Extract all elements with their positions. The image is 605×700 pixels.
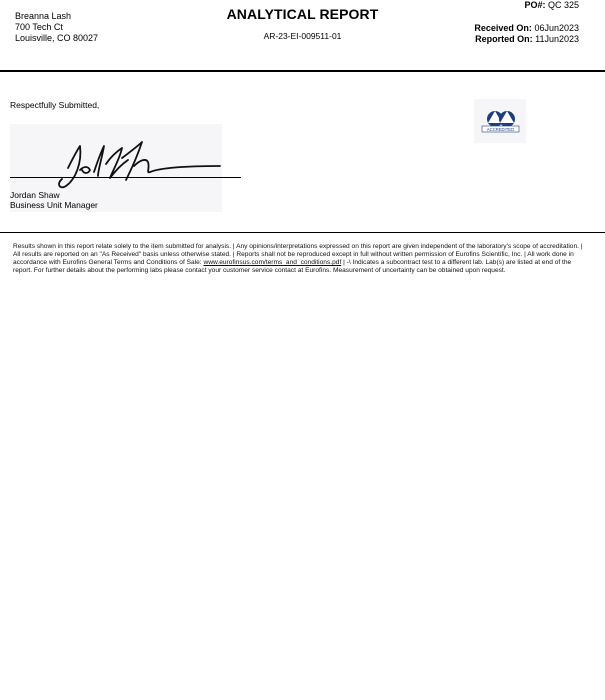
received-on: [474, 23, 579, 34]
disclaimer-part-2: | -\ Indicates a subcontract test to a different lab. Lab(s) are listed at end of the report. For further details about the performing labs please contact your customer service contact at Eurofins. Measurement of uncertainty can be obtained upon request.: [13, 259, 572, 274]
disclaimer-text: [13, 243, 583, 275]
reported-value: 11Jun2023: [535, 34, 579, 44]
received-value: 06Jun2023: [534, 23, 579, 33]
header-divider: [0, 70, 605, 72]
accreditation-text: ACCREDITED: [486, 126, 515, 132]
report-meta: [474, 0, 579, 45]
client-street: 700 Tech Ct: [15, 22, 63, 32]
submitted-text: Respectfully Submitted,: [10, 100, 100, 110]
accreditation-logo: [474, 99, 526, 143]
signer-block: [10, 190, 98, 210]
client-name: Breanna Lash: [15, 11, 72, 21]
accreditation-badge-icon: [474, 99, 526, 143]
reported-label: Reported On:: [475, 34, 533, 44]
signature-divider: [0, 232, 605, 233]
report-id: AR-23-EI-009511-01: [263, 31, 342, 41]
po-number: [474, 0, 579, 11]
received-label: Received On:: [474, 23, 532, 33]
report-title: ANALYTICAL REPORT: [226, 6, 379, 22]
po-value: QC 325: [547, 0, 579, 10]
po-label: PO#:: [524, 0, 546, 10]
disclaimer-part-1: Results shown in this report relate solely to the item submitted for analysis. | Any opinions/interpretations expressed on this report are given independent of the laboratory's scope of accreditation. | All results are reported on an "As Received" basis unless otherwise stated. | Reports shall not be reproduced except in full without written permission of Eurofins Scientific, Inc. | All work done in accordance with Eurofins General Terms and Conditions of Sale:: [13, 243, 583, 266]
signer-role: Business Unit Manager: [10, 200, 98, 210]
signer-name: Jordan Shaw: [10, 190, 60, 200]
terms-link[interactable]: www.eurofinsus.com/terms_and_conditions.pdf: [203, 259, 342, 266]
reported-on: [474, 34, 579, 45]
client-city: Louisville, CO 80027: [15, 33, 99, 43]
signature-line: [10, 177, 241, 178]
